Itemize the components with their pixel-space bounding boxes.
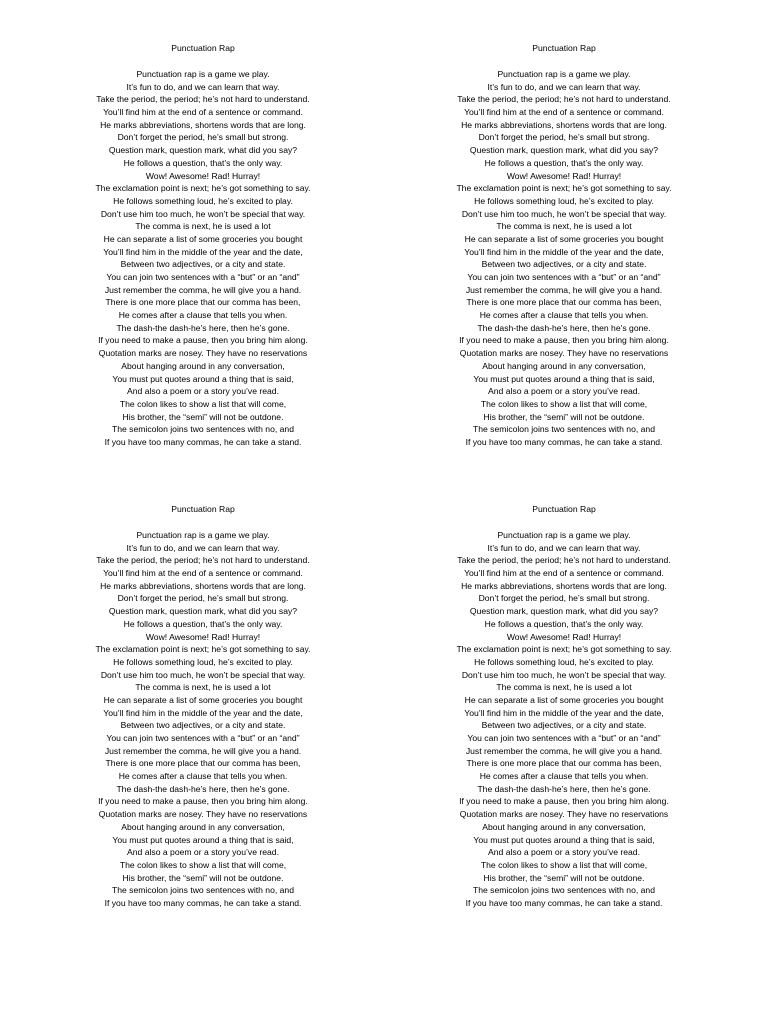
poem-line: The dash-the dash-he’s here, then he’s gone. — [477, 322, 651, 333]
poem-line: It’s fun to do, and we can learn that way. — [487, 81, 641, 92]
poem-copy-bottom-right — [399, 504, 729, 910]
poem-line: His brother, the “semi” will not be outdone. — [483, 411, 645, 422]
poem-line: Don’t use him too much, he won’t be special that way. — [100, 208, 306, 219]
poem-line: He follows a question, that’s the only way. — [123, 618, 283, 629]
poem-lines — [399, 529, 729, 910]
poem-line: Take the period, the period; he’s not hard to understand. — [457, 555, 671, 566]
poem-line: You must put quotes around a thing that is said, — [112, 373, 294, 384]
poem-line: You can join two sentences with a “but” or an “and” — [467, 272, 661, 282]
poem-line: He comes after a clause that tells you when. — [118, 310, 288, 321]
poem-line: He can separate a list of some groceries you bought — [103, 233, 303, 244]
poem-line: Between two adjectives, or a city and state. — [481, 720, 647, 731]
poem-line: Question mark, question mark, what did you say? — [469, 606, 659, 617]
poem-line: Don’t forget the period, he’s small but strong. — [117, 132, 289, 143]
poem-line: Wow! Awesome! Rad! Hurray! — [145, 170, 261, 181]
poem-line: If you need to make a pause, then you bring him along. — [98, 335, 308, 346]
poem-line: If you have too many commas, he can take a stand. — [104, 436, 302, 447]
poem-line: Quotation marks are nosey. They have no reservations — [98, 348, 308, 359]
poem-line: Take the period, the period; he’s not hard to understand. — [96, 94, 310, 105]
poem-title: Punctuation Rap — [532, 43, 596, 53]
poem-line: If you have too many commas, he can take a stand. — [104, 897, 302, 908]
poem-line: He follows a question, that’s the only way. — [123, 157, 283, 168]
poem-line: It’s fun to do, and we can learn that way. — [487, 542, 641, 553]
poem-line: You’ll find him at the end of a sentence or command. — [464, 568, 664, 579]
poem-line: You can join two sentences with a “but” or an “and” — [106, 733, 300, 743]
poem-line: If you need to make a pause, then you bring him along. — [98, 796, 308, 807]
poem-lines — [38, 68, 368, 449]
poem-line: He comes after a clause that tells you when. — [479, 771, 649, 782]
poem-line: Don’t use him too much, he won’t be special that way. — [461, 208, 667, 219]
poem-line: The dash-the dash-he’s here, then he’s gone. — [116, 322, 290, 333]
poem-line: His brother, the “semi” will not be outdone. — [483, 872, 645, 883]
poem-line: The exclamation point is next; he’s got something to say. — [95, 644, 311, 655]
poem-copy-top-left — [38, 43, 368, 449]
poem-line: The colon likes to show a list that will come, — [119, 398, 287, 409]
poem-line: Question mark, question mark, what did you say? — [108, 145, 298, 156]
poem-line: The dash-the dash-he’s here, then he’s gone. — [116, 783, 290, 794]
poem-lines — [38, 529, 368, 910]
poem-title: Punctuation Rap — [532, 504, 596, 514]
poem-line: You must put quotes around a thing that is said, — [473, 834, 655, 845]
poem-line: Punctuation rap is a game we play. — [136, 530, 270, 540]
poem-line: You’ll find him in the middle of the year and the date, — [464, 246, 664, 257]
poem-line: He follows something loud, he’s excited to play. — [113, 656, 293, 667]
poem-lines — [399, 68, 729, 449]
poem-line: You can join two sentences with a “but” or an “and” — [467, 733, 661, 743]
poem-line: He marks abbreviations, shortens words that are long. — [461, 580, 667, 591]
poem-line: If you need to make a pause, then you bring him along. — [459, 335, 669, 346]
poem-line: And also a poem or a story you’ve read. — [127, 386, 279, 397]
poem-line: The dash-the dash-he’s here, then he’s gone. — [477, 783, 651, 794]
poem-line: There is one more place that our comma has been, — [466, 297, 662, 308]
poem-line: Wow! Awesome! Rad! Hurray! — [145, 631, 261, 642]
poem-title: Punctuation Rap — [171, 504, 235, 514]
poem-line: The exclamation point is next; he’s got something to say. — [95, 183, 311, 194]
poem-line: Quotation marks are nosey. They have no reservations — [459, 348, 669, 359]
poem-line: If you have too many commas, he can take a stand. — [465, 897, 663, 908]
poem-line: Question mark, question mark, what did you say? — [469, 145, 659, 156]
poem-line: Just remember the comma, he will give you a hand. — [104, 745, 302, 756]
poem-line: About hanging around in any conversation, — [482, 821, 646, 832]
poem-line: Just remember the comma, he will give you a hand. — [465, 745, 663, 756]
poem-line: He can separate a list of some groceries you bought — [464, 694, 664, 705]
poem-line: Wow! Awesome! Rad! Hurray! — [506, 631, 622, 642]
poem-line: You’ll find him at the end of a sentence or command. — [464, 107, 664, 118]
poem-line: The colon likes to show a list that will come, — [119, 859, 287, 870]
poem-line: You’ll find him in the middle of the year and the date, — [103, 707, 303, 718]
poem-line: He follows something loud, he’s excited to play. — [474, 656, 654, 667]
poem-line: He follows something loud, he’s excited to play. — [113, 195, 293, 206]
poem-line: You’ll find him in the middle of the year and the date, — [464, 707, 664, 718]
poem-line: He follows a question, that’s the only way. — [484, 157, 644, 168]
poem-line: Punctuation rap is a game we play. — [497, 69, 631, 79]
poem-line: You must put quotes around a thing that is said, — [473, 373, 655, 384]
poem-line: It’s fun to do, and we can learn that way. — [126, 542, 280, 553]
poem-line: And also a poem or a story you’ve read. — [488, 847, 640, 858]
poem-line: Don’t use him too much, he won’t be special that way. — [461, 669, 667, 680]
poem-title: Punctuation Rap — [171, 43, 235, 53]
poem-line: He comes after a clause that tells you when. — [479, 310, 649, 321]
poem-line: The exclamation point is next; he’s got something to say. — [456, 183, 672, 194]
poem-line: You’ll find him at the end of a sentence or command. — [103, 568, 303, 579]
poem-line: The comma is next, he is used a lot — [135, 682, 271, 693]
poem-line: Question mark, question mark, what did you say? — [108, 606, 298, 617]
poem-line: He marks abbreviations, shortens words that are long. — [461, 119, 667, 130]
poem-line: The semicolon joins two sentences with no, and — [111, 885, 294, 896]
poem-line: The semicolon joins two sentences with no, and — [472, 885, 655, 896]
poem-line: Take the period, the period; he’s not hard to understand. — [96, 555, 310, 566]
poem-line: You must put quotes around a thing that is said, — [112, 834, 294, 845]
poem-line: Between two adjectives, or a city and state. — [120, 259, 286, 270]
poem-line: You’ll find him at the end of a sentence or command. — [103, 107, 303, 118]
poem-line: Don’t forget the period, he’s small but strong. — [478, 593, 650, 604]
poem-line: About hanging around in any conversation, — [121, 821, 285, 832]
poem-line: Wow! Awesome! Rad! Hurray! — [506, 170, 622, 181]
poem-line: Quotation marks are nosey. They have no reservations — [98, 809, 308, 820]
poem-line: About hanging around in any conversation, — [482, 360, 646, 371]
poem-line: His brother, the “semi” will not be outdone. — [122, 872, 284, 883]
poem-line: He marks abbreviations, shortens words that are long. — [100, 580, 306, 591]
poem-line: He can separate a list of some groceries you bought — [464, 233, 664, 244]
poem-line: It’s fun to do, and we can learn that way. — [126, 81, 280, 92]
poem-line: He can separate a list of some groceries you bought — [103, 694, 303, 705]
poem-line: Just remember the comma, he will give you a hand. — [104, 284, 302, 295]
poem-line: Quotation marks are nosey. They have no reservations — [459, 809, 669, 820]
poem-line: There is one more place that our comma has been, — [105, 297, 301, 308]
poem-line: Take the period, the period; he’s not hard to understand. — [457, 94, 671, 105]
poem-line: He follows a question, that’s the only way. — [484, 618, 644, 629]
poem-line: Don’t use him too much, he won’t be special that way. — [100, 669, 306, 680]
poem-line: His brother, the “semi” will not be outdone. — [122, 411, 284, 422]
poem-line: The colon likes to show a list that will come, — [480, 398, 648, 409]
poem-line: Don’t forget the period, he’s small but strong. — [117, 593, 289, 604]
poem-line: Between two adjectives, or a city and state. — [481, 259, 647, 270]
poem-line: Don’t forget the period, he’s small but strong. — [478, 132, 650, 143]
poem-line: Punctuation rap is a game we play. — [497, 530, 631, 540]
poem-copy-top-right — [399, 43, 729, 449]
poem-line: The comma is next, he is used a lot — [135, 221, 271, 232]
poem-line: He comes after a clause that tells you when. — [118, 771, 288, 782]
poem-line: Punctuation rap is a game we play. — [136, 69, 270, 79]
poem-line: About hanging around in any conversation, — [121, 360, 285, 371]
poem-line: And also a poem or a story you’ve read. — [127, 847, 279, 858]
poem-line: If you have too many commas, he can take a stand. — [465, 436, 663, 447]
poem-line: The semicolon joins two sentences with no, and — [111, 424, 294, 435]
poem-line: He follows something loud, he’s excited to play. — [474, 195, 654, 206]
poem-line: And also a poem or a story you’ve read. — [488, 386, 640, 397]
poem-line: You can join two sentences with a “but” or an “and” — [106, 272, 300, 282]
poem-line: The colon likes to show a list that will come, — [480, 859, 648, 870]
poem-line: Just remember the comma, he will give you a hand. — [465, 284, 663, 295]
poem-line: The semicolon joins two sentences with no, and — [472, 424, 655, 435]
poem-line: He marks abbreviations, shortens words that are long. — [100, 119, 306, 130]
poem-line: Between two adjectives, or a city and state. — [120, 720, 286, 731]
poem-line: There is one more place that our comma has been, — [105, 758, 301, 769]
poem-line: If you need to make a pause, then you bring him along. — [459, 796, 669, 807]
poem-line: The comma is next, he is used a lot — [496, 682, 632, 693]
poem-line: The exclamation point is next; he’s got something to say. — [456, 644, 672, 655]
poem-line: The comma is next, he is used a lot — [496, 221, 632, 232]
poem-line: You’ll find him in the middle of the year and the date, — [103, 246, 303, 257]
poem-line: There is one more place that our comma has been, — [466, 758, 662, 769]
poem-copy-bottom-left — [38, 504, 368, 910]
